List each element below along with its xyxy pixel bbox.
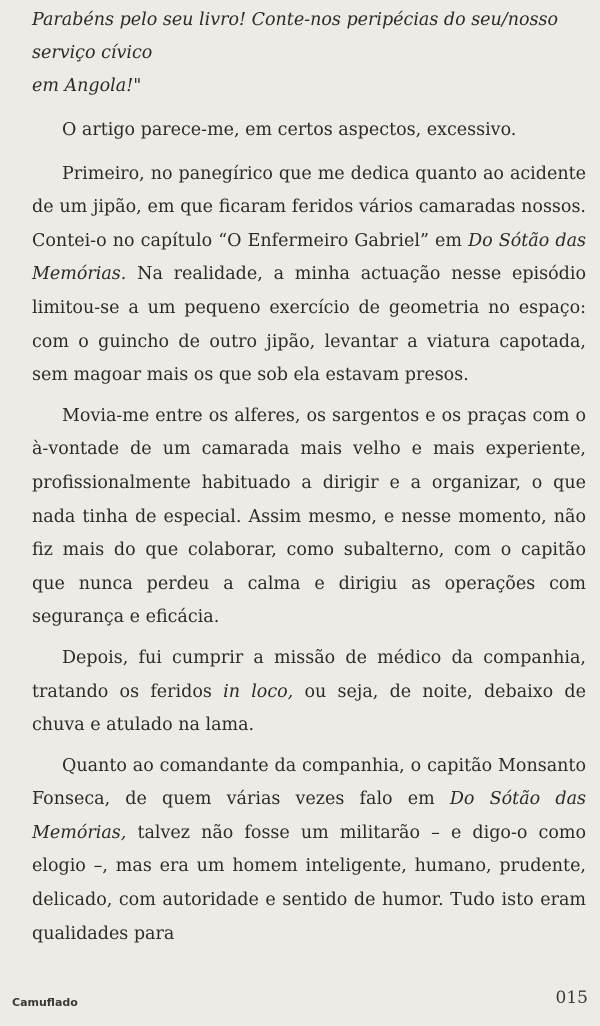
body-text <box>32 114 586 958</box>
paragraph-4-italic: in loco, <box>223 681 294 702</box>
paragraph-2 <box>32 158 586 393</box>
paragraph-1-text: O artigo parece-me, em certos aspectos, excessivo. <box>62 120 517 140</box>
page-number: 015 <box>555 988 588 1008</box>
running-footer-title: Camuflado <box>12 996 78 1009</box>
paragraph-5-book-title: Do Sótão das Memórias, <box>32 789 586 843</box>
quote-line-1: Parabéns pelo seu livro! Conte-nos peripécias do seu/nosso serviço cívico <box>32 10 559 63</box>
paragraph-5 <box>32 750 586 952</box>
paragraph-3-text: Movia-me entre os alferes, os sargentos e os praças com o à-vontade de um camarada mais velho e mais experiente, profissionalmente habituado a dirigir e a organizar, o que nada tinha de especial. Assim mesmo, e nesse momento, não fiz mais do que colaborar, como subalterno, com o capitão que nunca perdeu a calma e dirigiu as operações com segurança e eficácia. <box>32 405 586 628</box>
paragraph-2-text-b: Na realidade, a minha actuação nesse episódio limitou-se a um pequeno exercício de geometria no espaço: com o guincho de outro jipão, levantar a viatura capotada, sem magoar mais os que sob ela estavam presos. <box>32 264 586 386</box>
paragraph-2-text-a: Primeiro, no panegírico que me dedica quanto ao acidente de um jipão, em que ficaram feridos vários camaradas nossos. Contei-o no capítulo “O Enfermeiro Gabriel” em <box>32 163 586 251</box>
paragraph-4-text-b: ou seja, de noite, debaixo de chuva e atulado na lama. <box>32 681 586 736</box>
paragraph-5-text-b: talvez não fosse um militarão – e digo-o como elogio –, mas era um homem inteligente, humano, prudente, delicado, com autoridade e sentido de humor. Tudo isto eram qualidades para <box>32 822 586 944</box>
paragraph-4-text-a: Depois, fui cumprir a missão de médico da companhia, tratando os feridos <box>32 647 586 702</box>
paragraph-3 <box>32 400 586 635</box>
quote-block <box>32 4 586 103</box>
paragraph-5-text-a: Quanto ao comandante da companhia, o capitão Monsanto Fonseca, de quem várias vezes falo em <box>32 755 586 810</box>
paragraph-4 <box>32 642 586 743</box>
paragraph-1 <box>32 114 586 148</box>
paragraph-2-book-title: Do Sótão das Memórias. <box>32 230 586 285</box>
quote-line-2: em Angola!" <box>32 76 142 96</box>
